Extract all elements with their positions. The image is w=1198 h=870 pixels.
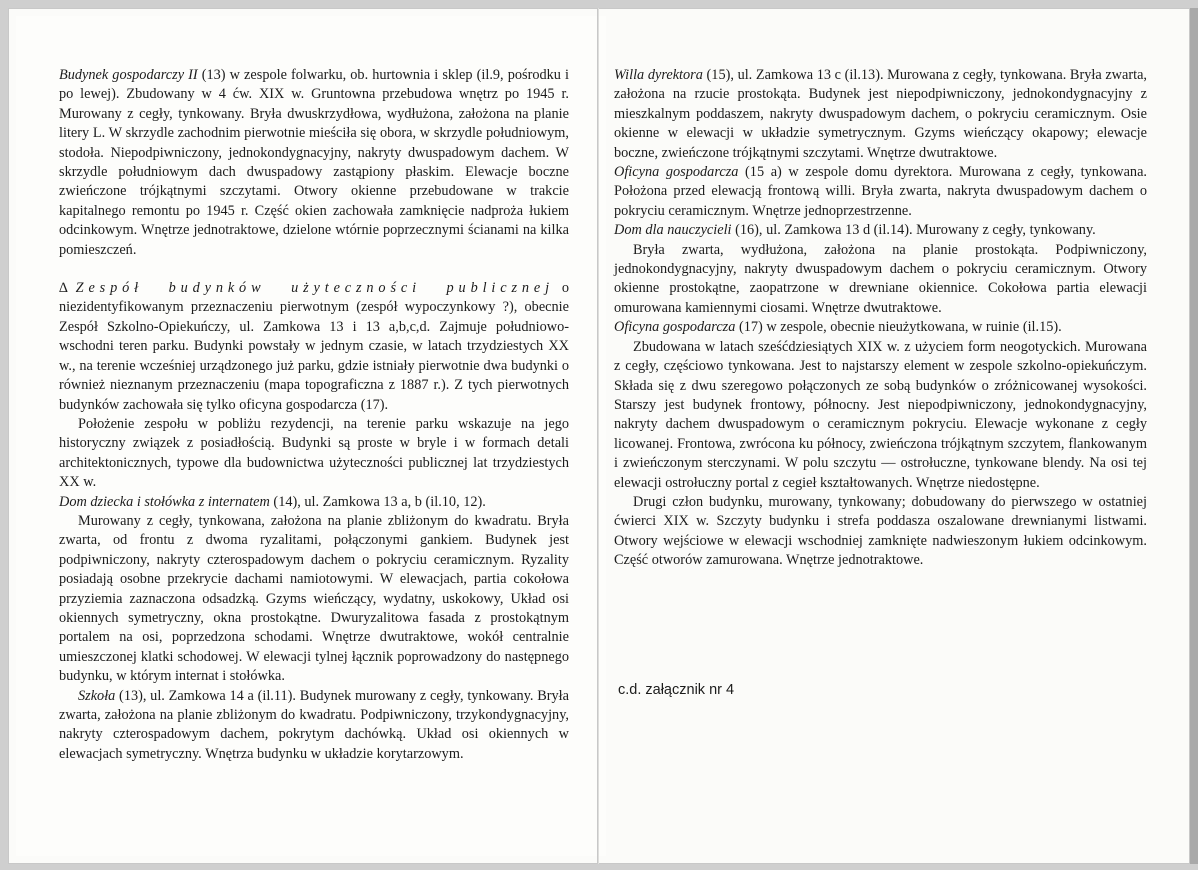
attachment-note: c.d. załącznik nr 4 [618,682,735,698]
triangle-marker: ∆ [59,280,68,297]
right-column [614,66,1147,571]
paragraph-dom-dziecka: Murowany z cegły, tynkowana, założona na planie zbliżonym do kwadratu. Bryła zwarta, od frontu z dwoma ryzalitami, połączonymi gankiem. Budynek jest podpiwniczony, nakryty czterospadowym dachem o pokryciu ceramicznym. Ryzality posiadają osobne przekrycie dachami namiotowymi. W elewacjach, partia cokołowa przyziemia zaznaczona odsadzką. Gzyms wieńczący, wydatny, uskokowy, Układ osi okiennych symetryczny, okna prostokątne. Dwuryzalitowa fasada z prostokątnym portalem na osi, poprzedzona schodami. Wnętrze dwutraktowe, wokół centralnie umieszczonej klatki schodowej. W elewacji tylnej łącznik poprowadzony do następnego budynku, w którym internat i stołówka. [59,512,569,685]
entry-title: Oficyna gospodarcza [614,319,736,336]
paragraph-drugi-czlon: Drugi człon budynku, murowany, tynkowany; dobudowany do pierwszego w ostatniej ćwierci XIX w. Szczyty budynku i strefa poddasza oszalowane drewnianymi listwami. Otwory wejściowe w elewacji wschodniej zamknięte nadwieszonym łukiem odcinkowym. Część otworów zamurowana. Wnętrze jednotraktowe. [614,493,1147,569]
scan-edge [1190,8,1198,864]
paragraph-budynek-gospodarczy [59,66,569,260]
section-heading: Zespół budynków użyteczności publicznej [75,280,554,297]
paragraph-dom-nauczycieli: Bryła zwarta, wydłużona, założona na planie prostokąta. Podpiwniczony, jednokondygnacyjny, nakryty dwuspadowym dachem o pokryciu ceramicznym. Otwory okienne prostokątne, zaopatrzone w drewniane okiennice. Cokołowa partia elewacji omurowana kamiennymi ciosami. Wnętrze dwutraktowe. [614,241,1147,316]
entry-title: Szkoła [78,687,116,704]
entry-szkola [59,687,569,765]
paragraph-polozenie: Położenie zespołu w pobliżu rezydencji, na terenie parku wskazuje na jego historyczny związek z posiadłością. Budynki są proste w bryle i w formach detali architektonicznych, typowe dla budownictwa użyteczności publicznej lat trzydziestych XX w. [59,415,569,491]
entry-text: (15), ul. Zamkowa 13 c (il.13). Murowana z cegły, tynkowana. Bryła zwarta, założona na rzucie prostokąta. Budynek jest niepodpiwniczony, jednokondygnacyjny z mieszkalnym poddaszem, nakryty dwuspadowym dachem, o pokryciu ceramicznym. Osie okienne w elewacji w układzie symetrycznym. Gzyms wieńczący okapowy; elewacje boczne, zwieńczone trójkątnymi szczytami. Wnętrze dwutraktowe. [614,67,1148,161]
left-column [59,66,569,764]
entry-title: Oficyna gospodarcza [614,164,739,181]
spacer [59,260,569,279]
entry-oficyna-17 [614,318,1147,337]
entry-ref: (14), ul. Zamkowa 13 a, b (il.10, 12). [269,493,486,510]
entry-dom-dziecka [59,493,569,512]
section-zespol [59,279,569,415]
entry-text: (13) w zespole folwarku, ob. hurtownia i sklep (il.9, pośrodku i po lewej). Zbudowany w 4 ćw. XIX w. Gruntowna przebudowa wnętrz po 1945 r. Murowany z cegły, tynkowany. Bryła dwuskrzydłowa, wydłużona, założona na planie litery L. W skrzydle zachodnim pierwotnie mieściła się obora, w skrzydle południowym, stodoła. Niepodpiwniczony, jednokondygnacyjny, nakryty dwuspadowym dachem. W skrzydle południowym dach dwuspadowy zastąpiony płaskim. Elewacje boczne zwieńczone trójkątnymi szczytami. Otwory okienne przebudowane w trakcie kapitalnego remontu po 1945 r. Część okien zachowała zamknięcie nadproża łukiem odcinkowym. Wnętrze jednotraktowe, dzielone wtórnie poprzecznymi ścianami na kilka pomieszczeń. [59,67,569,258]
entry-ref: (16), ul. Zamkowa 13 d (il.14). Murowany z cegły, tynkowany. [731,222,1096,239]
entry-title: Dom dziecka i stołówka z internatem [59,493,270,510]
entry-title: Dom dla nauczycieli [614,222,732,239]
section-text: o niezidentyfikowanym przeznaczeniu pierwotnym (zespół wypoczynkowy ?), obecnie Zespół Szkolno-Opiekuńczy, ul. Zamkowa 13 i 13 a,b,c,d. Zajmuje południowo-wschodni teren parku. Budynki powstały w jednym czasie, w latach trzydziestych XX w., na terenie wcześniej urządzonego już parku, gdzie istniały pierwotnie dwa budynki o również nieznanym przeznaczeniu (mapa topograficzna z 1887 r.). Z tych pierwotnych budynków zachowała się tylko oficyna gospodarcza (17). [59,280,569,413]
page-fold [597,8,599,864]
paragraph-oficyna-17: Zbudowana w latach sześćdziesiątych XIX w. z użyciem form neogotyckich. Murowana z cegły, częściowo tynkowana. Jest to najstarszy element w zespole szkolno-opiekuńczym. Składa się z dwu szeregowo połączonych ze sobą budynków o zróżnicowanej wysokości. Starszy jest budynek frontowy, północny. Jest niepodpiwniczony, jednokondygnacyjny, nakryty dachem dwuspadowym o ceramicznym pokryciu. Elewacje wykonane z cegły licowanej. Frontowa, zwrócona ku północy, zwieńczona trójkątnym szczytem, flankowanym i zwieńczonym sterczynami. W polu szczytu — ostrołuczne, tynkowane blendy. Na osi tej elewacji ostrołuczny portal z cegieł kształtowanych. Wnętrze niedostępne. [614,338,1147,491]
entry-oficyna-15a [614,163,1147,221]
entry-title: Budynek gospodarczy II [59,67,198,83]
entry-title: Willa dyrektora [614,67,703,83]
entry-dom-nauczycieli [614,221,1147,240]
entry-ref: (17) w zespole, obecnie nieużytkowana, w ruinie (il.15). [735,319,1062,336]
entry-willa [614,66,1147,163]
entry-text: (13), ul. Zamkowa 14 a (il.11). Budynek murowany z cegły, tynkowany. Bryła zwarta, założona na planie zbliżonym do kwadratu. Podpiwniczony, trzykondygnacyjny, nakryty czterospadowym dachem, pokrytym dachówką. Układ osi okiennych w elewacjach symetryczny. Wnętrza budynku w układzie korytarzowym. [59,687,569,762]
entry-text: (15 a) w zespole domu dyrektora. Murowana z cegły, tynkowana. Położona przed elewacją frontową willi. Bryła zwarta, nakryta dwuspadowym dachem o pokryciu ceramicznym. Wnętrze jednoprzestrzenne. [614,164,1147,219]
